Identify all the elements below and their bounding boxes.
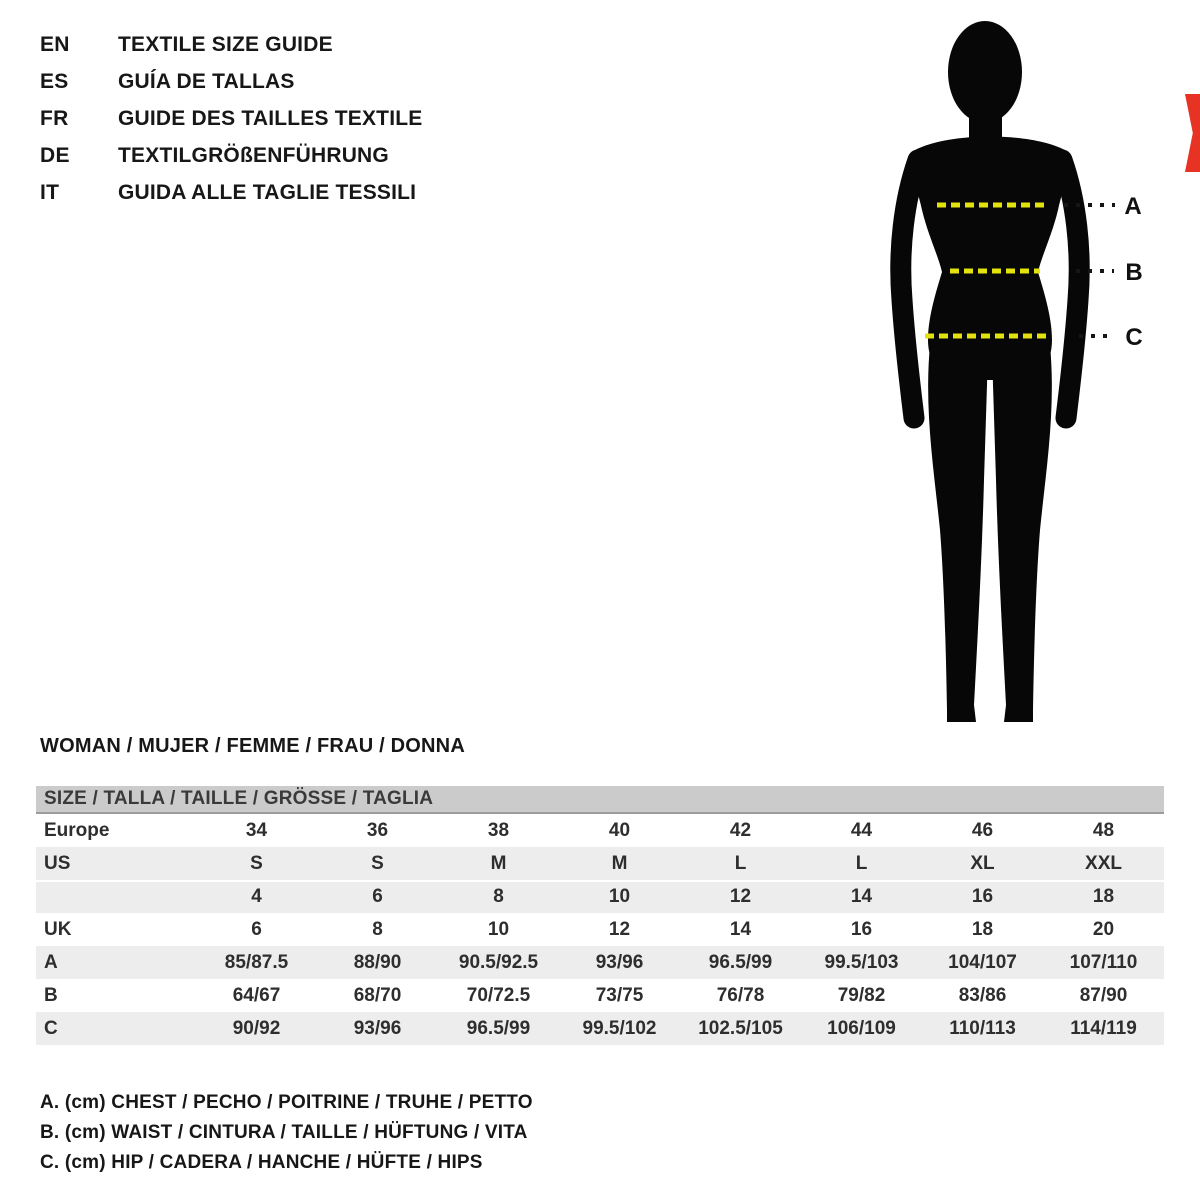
- guide-title: GUÍA DE TALLAS: [118, 69, 295, 93]
- language-row: [40, 63, 422, 100]
- legend-waist: B. (cm) WAIST / CINTURA / TAILLE / HÜFTUNG / VITA: [40, 1122, 528, 1143]
- size-cell: 16: [850, 918, 873, 940]
- size-cell: S: [371, 852, 384, 874]
- size-cell: 4: [251, 885, 262, 907]
- right-arm: [1062, 160, 1079, 418]
- size-cell: 110/113: [949, 1017, 1016, 1039]
- size-cell: 18: [971, 918, 994, 940]
- size-cell: S: [250, 852, 263, 874]
- row-label: C: [44, 1017, 58, 1039]
- woman-silhouette: [901, 21, 1079, 722]
- size-cell: L: [734, 852, 747, 874]
- guide-title: TEXTILE SIZE GUIDE: [118, 32, 333, 56]
- language-code: IT: [40, 180, 60, 204]
- size-cell: 93/96: [353, 1017, 402, 1039]
- size-cell: 46: [971, 819, 994, 841]
- size-cell: 12: [608, 918, 631, 940]
- guide-title: TEXTILGRÖßENFÜHRUNG: [118, 143, 389, 167]
- row-label: US: [44, 852, 71, 874]
- size-cell: 102.5/105: [698, 1017, 783, 1039]
- size-cell: 85/87.5: [224, 951, 289, 973]
- legend-hip: C. (cm) HIP / CADERA / HANCHE / HÜFTE / HIPS: [40, 1152, 483, 1173]
- size-cell: XXL: [1085, 852, 1122, 874]
- language-row: [40, 174, 422, 211]
- size-cell: 88/90: [353, 951, 402, 973]
- size-cell: 34: [245, 819, 268, 841]
- size-cell: XL: [970, 852, 995, 874]
- size-cell: 38: [487, 819, 510, 841]
- size-cell: 104/107: [948, 951, 1017, 973]
- size-cell: 114/119: [1070, 1017, 1137, 1039]
- table-row: [36, 814, 1164, 847]
- language-code: EN: [40, 32, 70, 56]
- size-cell: 10: [608, 885, 631, 907]
- language-code: FR: [40, 106, 69, 130]
- size-table: [36, 786, 1164, 1045]
- size-cell: 99.5/102: [582, 1017, 657, 1039]
- size-cell: 18: [1092, 885, 1115, 907]
- red-ribbon: [1185, 94, 1200, 172]
- size-table-body: [36, 814, 1164, 1045]
- language-row: [40, 26, 422, 63]
- table-row: [36, 847, 1164, 880]
- size-cell: 68/70: [353, 984, 402, 1006]
- size-cell: 93/96: [595, 951, 644, 973]
- size-cell: 76/78: [716, 984, 765, 1006]
- size-cell: 6: [251, 918, 262, 940]
- table-row: [36, 913, 1164, 946]
- size-cell: M: [490, 852, 507, 874]
- size-cell: 48: [1092, 819, 1115, 841]
- size-cell: 14: [850, 885, 873, 907]
- size-cell: 10: [487, 918, 510, 940]
- language-row: [40, 100, 422, 137]
- table-row: [36, 880, 1164, 913]
- measure-label-b: B: [1125, 259, 1143, 286]
- size-cell: 73/75: [595, 984, 644, 1006]
- measure-label-a: A: [1124, 193, 1142, 220]
- size-cell: 8: [372, 918, 383, 940]
- size-cell: 42: [729, 819, 752, 841]
- size-cell: 6: [372, 885, 383, 907]
- size-cell: 79/82: [837, 984, 886, 1006]
- size-cell: 64/67: [232, 984, 281, 1006]
- measure-label-c: C: [1125, 324, 1143, 351]
- size-cell: 20: [1092, 918, 1115, 940]
- size-cell: 44: [850, 819, 873, 841]
- measurement-legend: [40, 1088, 533, 1178]
- size-cell: 40: [608, 819, 631, 841]
- size-cell: 14: [729, 918, 752, 940]
- left-arm: [901, 160, 918, 418]
- size-cell: 96.5/99: [708, 951, 773, 973]
- size-table-header: SIZE / TALLA / TAILLE / GRÖSSE / TAGLIA: [36, 786, 1164, 814]
- size-cell: 16: [971, 885, 994, 907]
- size-cell: 12: [729, 885, 752, 907]
- size-cell: 70/72.5: [466, 984, 531, 1006]
- language-code: DE: [40, 143, 70, 167]
- row-label: B: [44, 984, 58, 1006]
- language-row: [40, 137, 422, 174]
- legend-chest: A. (cm) CHEST / PECHO / POITRINE / TRUHE / PETTO: [40, 1092, 533, 1113]
- guide-title: GUIDA ALLE TAGLIE TESSILI: [118, 180, 417, 204]
- table-row: [36, 946, 1164, 979]
- size-cell: 36: [366, 819, 389, 841]
- row-label: UK: [44, 918, 72, 940]
- size-cell: 87/90: [1079, 984, 1128, 1006]
- table-row: [36, 979, 1164, 1012]
- guide-title: GUIDE DES TAILLES TEXTILE: [118, 106, 423, 130]
- size-cell: 90.5/92.5: [458, 951, 539, 973]
- size-cell: 99.5/103: [824, 951, 899, 973]
- size-cell: L: [855, 852, 868, 874]
- language-code: ES: [40, 69, 69, 93]
- woman-silhouette-figure: [850, 10, 1150, 740]
- size-cell: 106/109: [827, 1017, 896, 1039]
- size-cell: M: [611, 852, 628, 874]
- size-cell: 8: [493, 885, 504, 907]
- size-cell: 90/92: [232, 1017, 281, 1039]
- size-cell: 107/110: [1069, 951, 1138, 973]
- section-title: WOMAN / MUJER / FEMME / FRAU / DONNA: [40, 735, 465, 757]
- language-list: [40, 26, 422, 211]
- row-label: A: [44, 951, 58, 973]
- table-row: [36, 1012, 1164, 1045]
- size-cell: 83/86: [958, 984, 1007, 1006]
- row-label: Europe: [44, 819, 110, 841]
- size-cell: 96.5/99: [466, 1017, 531, 1039]
